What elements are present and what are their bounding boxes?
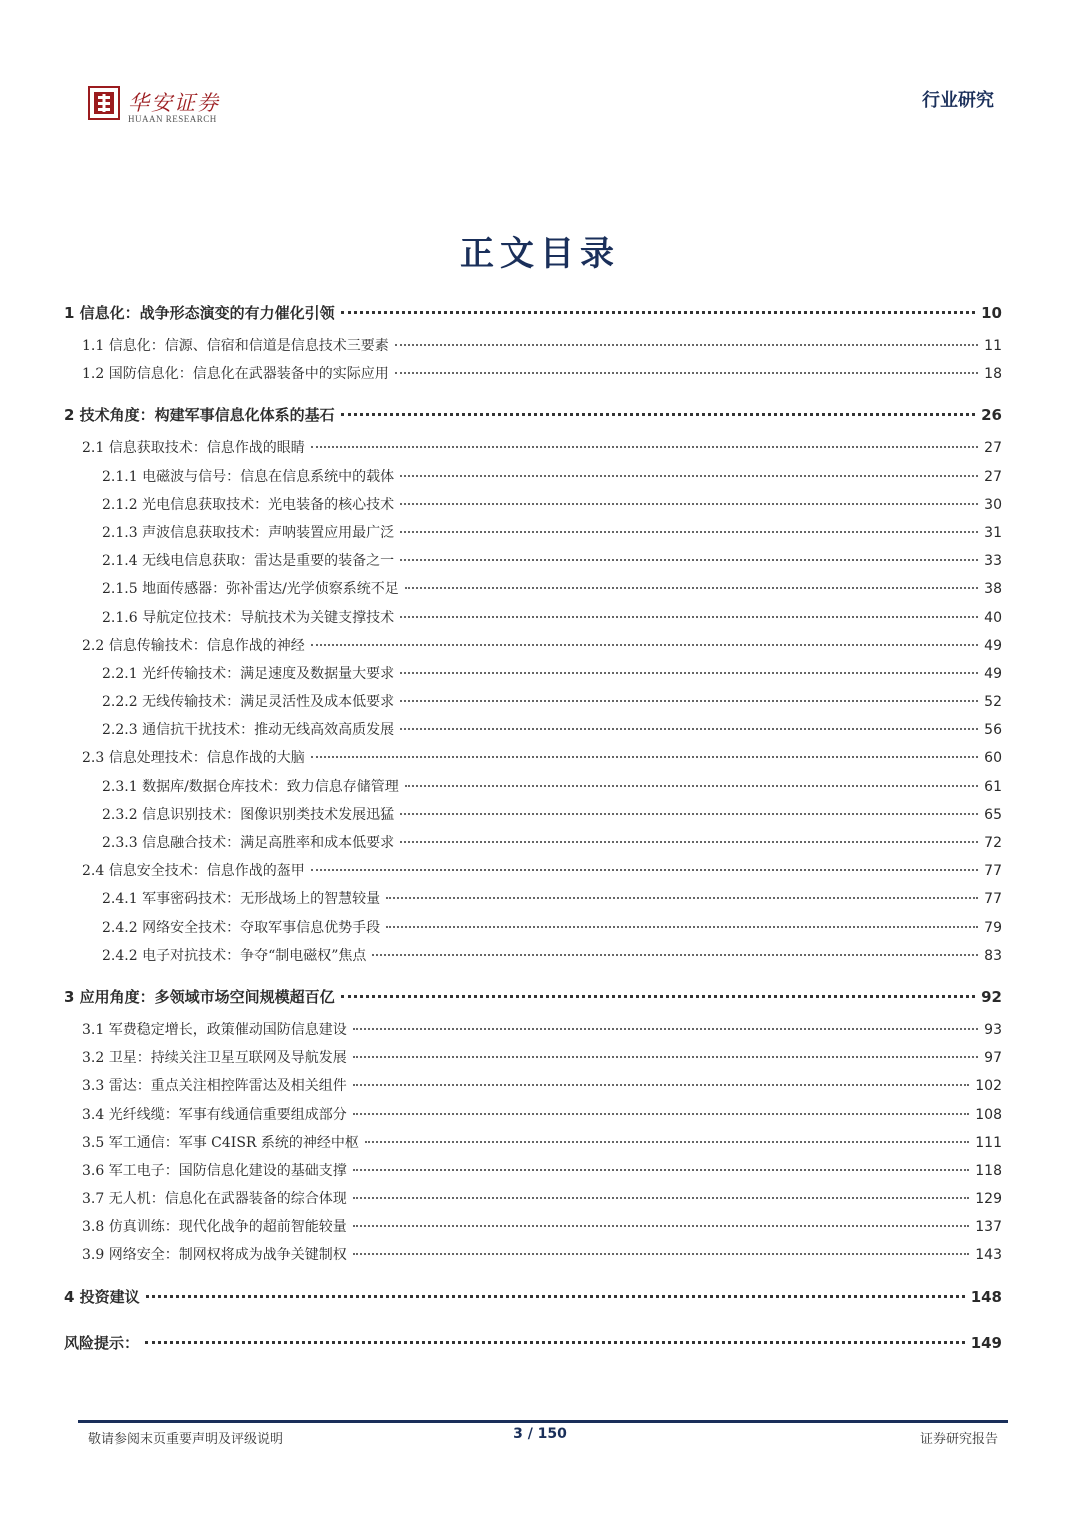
toc-entry-level-3[interactable] (64, 547, 1002, 575)
toc-leader-dots (353, 1225, 970, 1227)
toc-entry-page: 27 (984, 468, 1002, 485)
toc-entry-label: 3.7 无人机：信息化在武器装备的综合体现 (82, 1191, 347, 1208)
toc-entry-page: 111 (975, 1134, 1002, 1151)
toc-leader-dots (400, 559, 978, 561)
toc-entry-label: 2.3.1 数据库/数据仓库技术：致力信息存储管理 (102, 778, 399, 795)
report-category: 行业研究 (922, 90, 994, 111)
toc-leader-dots (341, 311, 975, 314)
toc-entry-page: 49 (984, 665, 1002, 682)
toc-entry-label: 2.1.3 声波信息获取技术：声呐装置应用最广泛 (102, 524, 395, 541)
toc-entry-level-1[interactable] (64, 978, 1002, 1016)
toc-entry-level-2[interactable] (64, 1185, 1002, 1213)
toc-leader-dots (400, 475, 978, 477)
toc-entry-level-3[interactable] (64, 604, 1002, 632)
toc-leader-dots (400, 672, 978, 674)
toc-entry-page: 26 (981, 406, 1002, 425)
toc-leader-dots (311, 644, 978, 646)
toc-entry-page: 27 (984, 440, 1002, 457)
toc-entry-page: 30 (984, 496, 1002, 513)
toc-leader-dots (400, 616, 978, 618)
footer-report-type: 证券研究报告 (919, 1432, 998, 1447)
toc-entry-level-2[interactable] (64, 1241, 1002, 1269)
toc-entry-label: 风险提示： (64, 1333, 140, 1352)
toc-entry-label: 3.2 卫星：持续关注卫星互联网及导航发展 (82, 1050, 347, 1067)
toc-leader-dots (395, 372, 978, 374)
toc-entry-level-3[interactable] (64, 914, 1002, 942)
toc-entry-page: 93 (984, 1021, 1002, 1038)
toc-entry-level-2[interactable] (64, 1016, 1002, 1044)
toc-entry-label: 3.6 军工电子：国防信息化建设的基础支撑 (82, 1162, 347, 1179)
toc-entry-label: 2.1.6 导航定位技术：导航技术为关键支撑技术 (102, 609, 395, 626)
toc-leader-dots (311, 756, 978, 758)
toc-entry-label: 4 投资建议 (64, 1287, 140, 1306)
footer-disclaimer: 敬请参阅末页重要声明及评级说明 (88, 1432, 284, 1447)
toc-entry-level-2[interactable] (64, 332, 1002, 360)
toc-entry-page: 11 (984, 338, 1002, 354)
page-number: 3 / 150 (513, 1426, 567, 1442)
toc-entry-label: 1.1 信息化：信源、信宿和信道是信息技术三要素 (82, 338, 389, 354)
logo-chinese-name: 华安证券 (128, 91, 220, 115)
toc-entry-level-2[interactable] (64, 1072, 1002, 1100)
toc-entry-page: 38 (984, 581, 1002, 598)
toc-entry-level-2[interactable] (64, 1044, 1002, 1072)
toc-entry-label: 3.4 光纤线缆：军事有线通信重要组成部分 (82, 1106, 347, 1123)
toc-entry-label: 2.1 信息获取技术：信息作战的眼睛 (82, 440, 305, 457)
toc-entry-level-1[interactable] (64, 1278, 1002, 1316)
toc-entry-page: 56 (984, 722, 1002, 739)
toc-entry-page: 129 (975, 1191, 1002, 1208)
toc-leader-dots (353, 1056, 978, 1058)
toc-entry-level-1[interactable] (64, 1324, 1002, 1362)
table-of-contents (64, 292, 1002, 1362)
huaan-logo-icon (88, 86, 120, 120)
toc-entry-level-3[interactable] (64, 519, 1002, 547)
toc-entry-level-3[interactable] (64, 773, 1002, 801)
toc-entry-label: 2.4.2 电子对抗技术：争夺“制电磁权”焦点 (102, 947, 367, 964)
toc-entry-level-3[interactable] (64, 942, 1002, 970)
toc-entry-page: 72 (984, 835, 1002, 851)
toc-entry-label: 2.2.2 无线传输技术：满足灵活性及成本低要求 (102, 694, 395, 711)
toc-leader-dots (386, 926, 978, 928)
toc-entry-page: 149 (970, 1333, 1002, 1352)
toc-entry-page: 77 (984, 863, 1002, 880)
logo-english-name: HUAAN RESEARCH (128, 114, 217, 124)
toc-leader-dots (341, 413, 975, 416)
toc-entry-page: 60 (984, 750, 1002, 767)
toc-entry-level-2[interactable] (64, 360, 1002, 388)
toc-entry-level-3[interactable] (64, 463, 1002, 491)
toc-leader-dots (353, 1113, 970, 1115)
toc-entry-label: 3.8 仿真训练：现代化战争的超前智能较量 (82, 1219, 347, 1236)
toc-entry-level-2[interactable] (64, 1213, 1002, 1241)
toc-entry-page: 118 (975, 1162, 1002, 1179)
toc-entry-label: 2.4.1 军事密码技术：无形战场上的智慧较量 (102, 891, 381, 908)
toc-entry-page: 31 (984, 524, 1002, 541)
toc-entry-level-2[interactable] (64, 857, 1002, 885)
toc-leader-dots (400, 531, 978, 533)
toc-entry-page: 97 (984, 1050, 1002, 1067)
toc-entry-label: 3.3 雷达：重点关注相控阵雷达及相关组件 (82, 1078, 347, 1095)
toc-entry-label: 2.1.5 地面传感器：弥补雷达/光学侦察系统不足 (102, 581, 399, 598)
toc-leader-dots (400, 700, 978, 702)
toc-entry-level-3[interactable] (64, 716, 1002, 744)
toc-entry-level-3[interactable] (64, 688, 1002, 716)
toc-entry-label: 2.2.3 通信抗干扰技术：推动无线高效高质发展 (102, 722, 395, 739)
toc-spacer (64, 1316, 1002, 1322)
toc-entry-page: 40 (984, 609, 1002, 626)
toc-entry-level-3[interactable] (64, 801, 1002, 829)
toc-entry-label: 2.1.1 电磁波与信号：信息在信息系统中的载体 (102, 468, 395, 485)
toc-entry-label: 2.2 信息传输技术：信息作战的神经 (82, 637, 305, 654)
toc-leader-dots (405, 785, 978, 787)
toc-entry-level-3[interactable] (64, 575, 1002, 603)
toc-entry-page: 52 (984, 694, 1002, 711)
toc-entry-label: 2.1.2 光电信息获取技术：光电装备的核心技术 (102, 496, 395, 513)
toc-leader-dots (146, 1295, 965, 1298)
toc-spacer (64, 970, 1002, 976)
toc-entry-label: 3 应用角度：多领域市场空间规模超百亿 (64, 987, 335, 1006)
toc-entry-level-3[interactable] (64, 491, 1002, 519)
toc-leader-dots (365, 1141, 969, 1143)
toc-leader-dots (145, 1341, 965, 1344)
toc-leader-dots (353, 1197, 970, 1199)
toc-entry-label: 3.5 军工通信：军事 C4ISR 系统的神经中枢 (82, 1134, 359, 1151)
toc-leader-dots (353, 1169, 970, 1171)
toc-leader-dots (353, 1253, 970, 1255)
toc-entry-page: 77 (984, 891, 1002, 908)
toc-entry-page: 18 (984, 366, 1002, 383)
toc-entry-level-2[interactable] (64, 434, 1002, 462)
toc-entry-level-1[interactable] (64, 396, 1002, 434)
toc-leader-dots (353, 1084, 970, 1086)
page-header (0, 0, 1080, 140)
toc-entry-level-2[interactable] (64, 1157, 1002, 1185)
toc-entry-page: 148 (970, 1287, 1002, 1306)
toc-entry-page: 137 (975, 1219, 1002, 1236)
toc-entry-label: 2.1.4 无线电信息获取：雷达是重要的装备之一 (102, 553, 395, 570)
toc-entry-level-1[interactable] (64, 294, 1002, 332)
toc-entry-page: 92 (981, 987, 1002, 1006)
toc-leader-dots (353, 1028, 978, 1030)
toc-entry-page: 10 (981, 304, 1002, 322)
footer-divider (78, 1420, 1008, 1423)
toc-entry-page: 102 (975, 1078, 1002, 1095)
toc-leader-dots (386, 897, 978, 899)
toc-spacer (64, 388, 1002, 394)
toc-entry-label: 2.2.1 光纤传输技术：满足速度及数据量大要求 (102, 665, 395, 682)
toc-entry-label: 1 信息化：战争形态演变的有力催化引领 (64, 304, 335, 322)
toc-entry-label: 2.4 信息安全技术：信息作战的盔甲 (82, 863, 305, 880)
toc-entry-level-2[interactable] (64, 744, 1002, 772)
toc-entry-level-3[interactable] (64, 829, 1002, 857)
toc-leader-dots (395, 344, 978, 346)
toc-leader-dots (311, 446, 978, 448)
toc-entry-label: 2.4.2 网络安全技术：夺取军事信息优势手段 (102, 919, 381, 936)
toc-entry-label: 3.9 网络安全：制网权将成为战争关键制权 (82, 1247, 347, 1264)
toc-entry-page: 49 (984, 637, 1002, 654)
toc-spacer (64, 1270, 1002, 1276)
toc-entry-page: 79 (984, 919, 1002, 936)
toc-entry-level-3[interactable] (64, 660, 1002, 688)
toc-entry-page: 143 (975, 1247, 1002, 1264)
toc-entry-label: 2 技术角度：构建军事信息化体系的基石 (64, 406, 335, 425)
toc-leader-dots (400, 503, 978, 505)
toc-leader-dots (341, 995, 975, 998)
toc-entry-label: 3.1 军费稳定增长，政策催动国防信息建设 (82, 1021, 347, 1038)
toc-entry-page: 108 (975, 1106, 1002, 1123)
toc-entry-label: 2.3.3 信息融合技术：满足高胜率和成本低要求 (102, 835, 395, 851)
toc-leader-dots (372, 954, 978, 956)
page-title: 正文目录 (460, 234, 620, 274)
toc-entry-level-2[interactable] (64, 632, 1002, 660)
toc-entry-level-2[interactable] (64, 1129, 1002, 1157)
toc-leader-dots (400, 728, 978, 730)
toc-entry-label: 1.2 国防信息化：信息化在武器装备中的实际应用 (82, 366, 389, 383)
toc-leader-dots (311, 869, 978, 871)
toc-entry-page: 65 (984, 806, 1002, 823)
toc-entry-label: 2.3.2 信息识别技术：图像识别类技术发展迅猛 (102, 806, 395, 823)
toc-leader-dots (400, 813, 978, 815)
toc-entry-page: 33 (984, 553, 1002, 570)
toc-entry-page: 83 (984, 947, 1002, 964)
toc-leader-dots (400, 841, 978, 843)
toc-entry-page: 61 (984, 778, 1002, 795)
toc-entry-label: 2.3 信息处理技术：信息作战的大脑 (82, 750, 305, 767)
toc-entry-level-2[interactable] (64, 1101, 1002, 1129)
toc-entry-level-3[interactable] (64, 885, 1002, 913)
toc-leader-dots (405, 587, 978, 589)
